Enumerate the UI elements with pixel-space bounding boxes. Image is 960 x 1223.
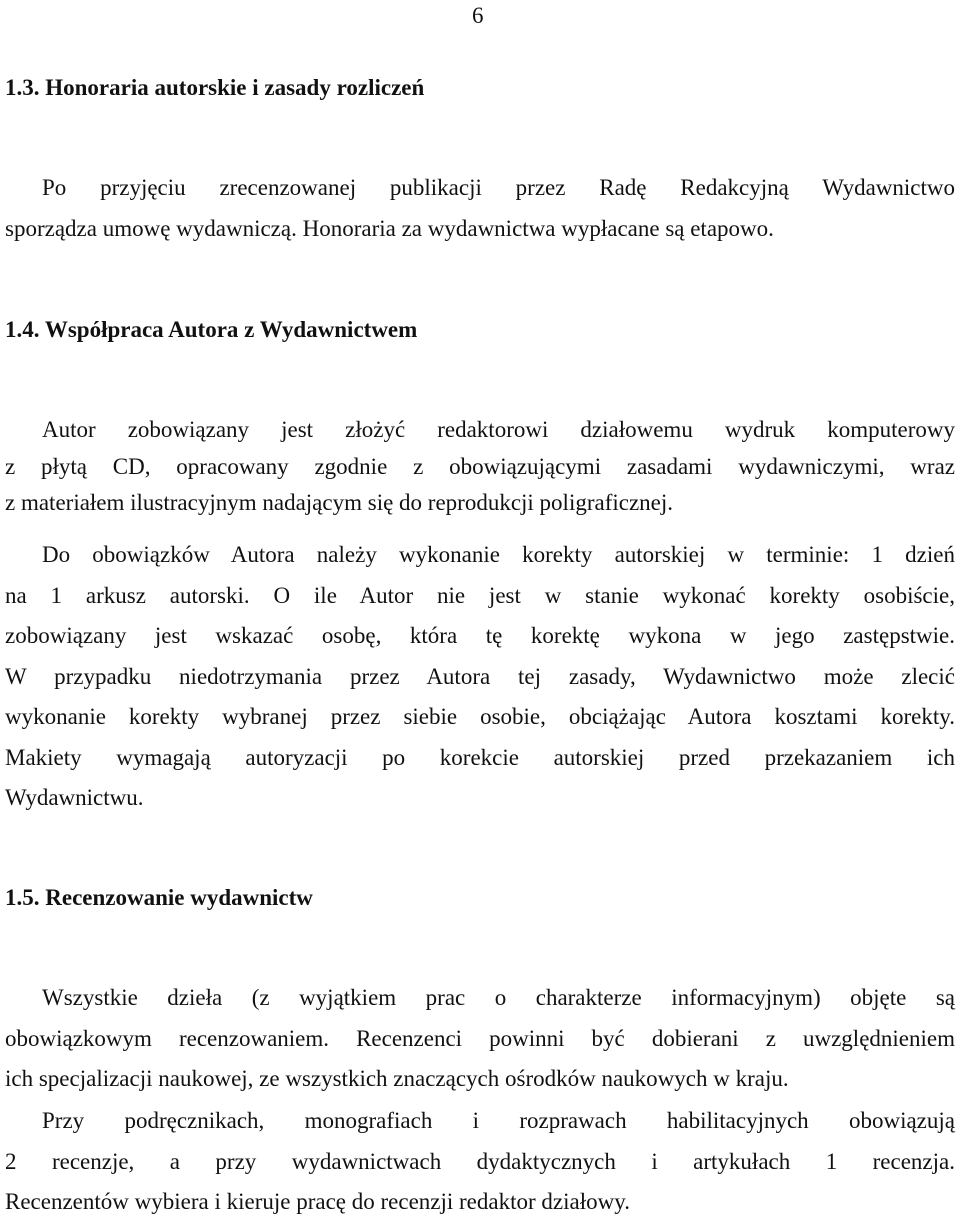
paragraph-line: z płytą CD, opracowany zgodnie z obowiązującymi zasadami wydawniczymi, wraz (5, 453, 955, 479)
paragraph-line: Wydawnictwu. (5, 785, 144, 810)
paragraph-line: Po przyjęciu zrecenzowanej publikacji przez Radę Redakcyjną Wydawnictwo (42, 175, 955, 200)
paragraph-line: Recenzentów wybiera i kieruje pracę do recenzji redaktor działowy. (5, 1189, 630, 1214)
paragraph-line: obowiązkowym recenzowaniem. Recenzenci powinni być dobierani z uwzględnieniem (5, 1025, 955, 1051)
paragraph-line: ich specjalizacji naukowej, ze wszystkich znaczących ośrodków naukowych w kraju. (5, 1066, 789, 1091)
paragraph-line: Makiety wymagają autoryzacji po korekcie autorskiej przed przekazaniem ich (5, 744, 955, 770)
section-heading-1-4: 1.4. Współpraca Autora z Wydawnictwem (5, 317, 418, 342)
paragraph-line: zobowiązany jest wskazać osobę, która tę korektę wykona w jego zastępstwie. (5, 623, 955, 648)
paragraph-line: 2 recenzje, a przy wydawnictwach dydaktycznych i artykułach 1 recenzja. (5, 1148, 955, 1174)
paragraph-line: z materiałem ilustracyjnym nadającym się do reprodukcji poligraficznej. (5, 490, 674, 515)
paragraph-line: Do obowiązków Autora należy wykonanie korekty autorskiej w terminie: 1 dzień (42, 542, 955, 567)
paragraph-review-scope (5, 978, 955, 1100)
paragraph-line: na 1 arkusz autorski. O ile Autor nie jest w stanie wykonać korekty osobiście, (5, 582, 955, 608)
paragraph-line: Autor zobowiązany jest złożyć redaktorowi działowemu wydruk komputerowy (42, 417, 955, 442)
paragraph-author-duties (5, 535, 955, 819)
section-heading-1-5: 1.5. Recenzowanie wydawnictw (5, 885, 313, 910)
paragraph-line: wykonanie korekty wybranej przez siebie osobie, obciążając Autora kosztami korekty. (5, 704, 955, 729)
paragraph-author-submission (5, 410, 955, 524)
paragraph-honoraria (5, 168, 955, 249)
section-heading-1-3: 1.3. Honoraria autorskie i zasady rozliczeń (5, 75, 425, 100)
paragraph-line: sporządza umowę wydawniczą. Honoraria za wydawnictwa wypłacane są etapowo. (5, 215, 774, 241)
paragraph-line: Wszystkie dzieła (z wyjątkiem prac o charakterze informacyjnym) objęte są (42, 985, 955, 1010)
paragraph-line: Przy podręcznikach, monografiach i rozprawach habilitacyjnych obowiązują (42, 1108, 955, 1133)
page-number: 6 (472, 3, 484, 28)
paragraph-line: W przypadku niedotrzymania przez Autora tej zasady, Wydawnictwo może zlecić (5, 663, 955, 689)
paragraph-review-count (5, 1101, 955, 1223)
